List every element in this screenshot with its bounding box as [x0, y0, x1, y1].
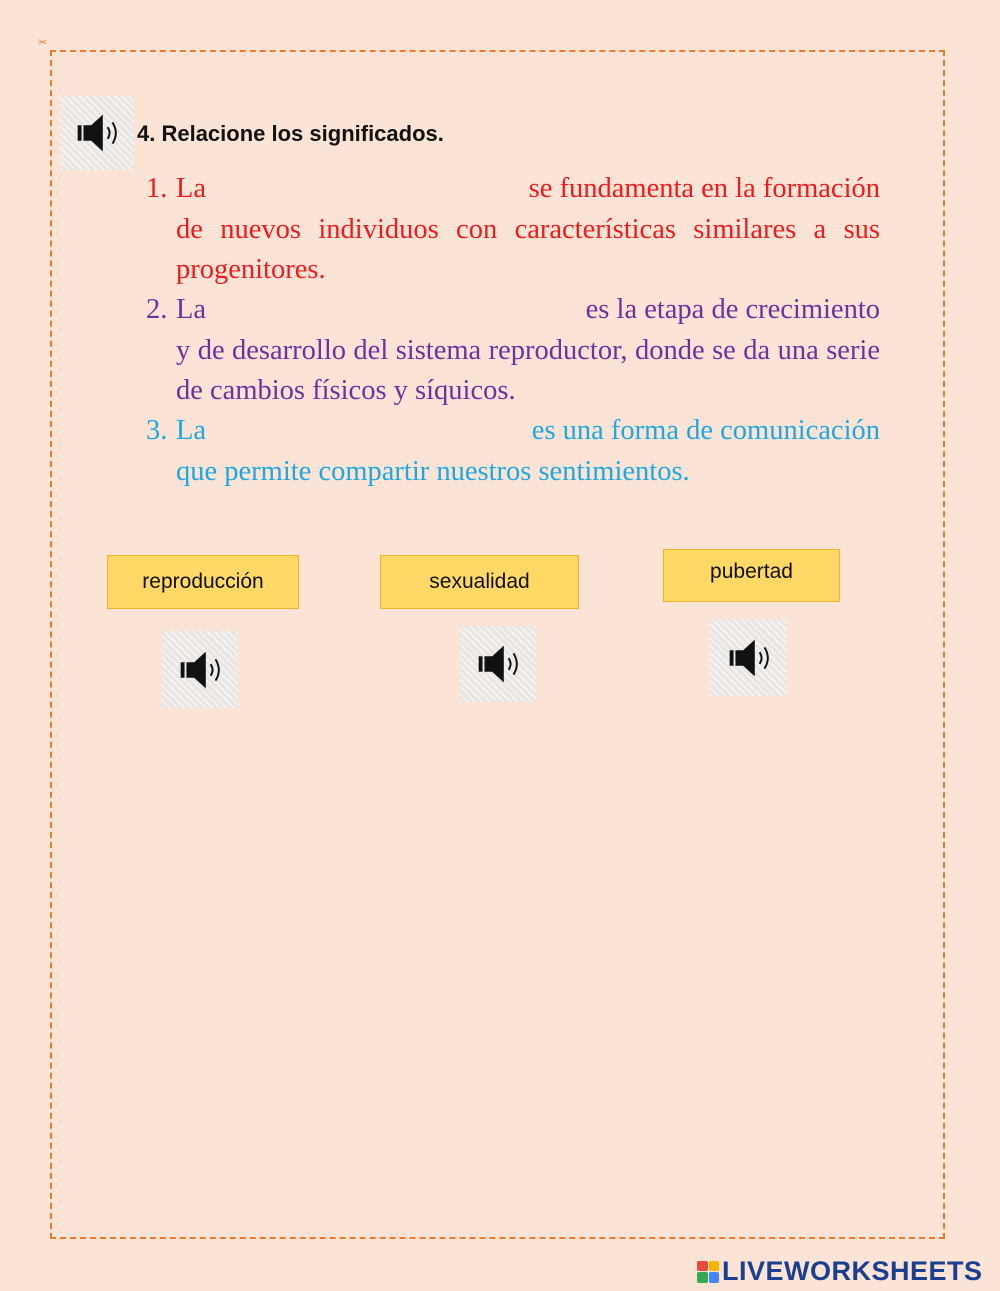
item-lead: La	[176, 294, 207, 325]
item-number: 1.	[146, 173, 168, 204]
item-lead: La	[176, 173, 207, 204]
pubertad-speaker-button[interactable]	[710, 619, 787, 696]
item-text-first: es una forma de comunicación	[531, 415, 880, 446]
scissors-icon: ✂	[38, 36, 48, 49]
title-speaker-button[interactable]	[60, 96, 134, 170]
item-lead: La	[176, 415, 207, 446]
item-text-rest: y de desarrollo del sistema reproductor, donde se da una serie de cambios físicos y síquicos.	[176, 334, 880, 406]
sexualidad-speaker-button[interactable]	[460, 626, 536, 702]
answer-blank-1[interactable]	[218, 173, 472, 207]
answer-blank-2[interactable]	[218, 294, 532, 328]
answer-blank-3[interactable]	[218, 415, 472, 449]
liveworksheets-brand	[697, 1256, 983, 1287]
word-card-pubertad[interactable]: pubertad	[663, 549, 840, 602]
exercise-title: 4. Relacione los significados.	[137, 121, 444, 146]
reproduccion-speaker-button[interactable]	[162, 631, 238, 708]
speaker-icon	[68, 108, 126, 158]
word-card-sexualidad[interactable]: sexualidad	[380, 555, 579, 609]
liveworksheets-logo-icon	[697, 1261, 719, 1283]
speaker-icon	[469, 639, 527, 689]
brand-text: LIVEWORKSHEETS	[722, 1256, 983, 1286]
item-text-first: se fundamenta en la formación	[528, 173, 880, 204]
item-text-rest: que permite compartir nuestros sentimientos.	[176, 455, 690, 487]
speaker-icon	[171, 645, 229, 695]
item-number: 3.	[146, 415, 168, 446]
word-card-reproduccion[interactable]: reproducción	[107, 555, 299, 609]
item-text-first: es la etapa de crecimiento	[585, 294, 880, 325]
item-text-rest: de nuevos individuos con características similares a sus progenitores.	[176, 213, 880, 285]
speaker-icon	[720, 633, 778, 683]
item-number: 2.	[146, 294, 168, 325]
